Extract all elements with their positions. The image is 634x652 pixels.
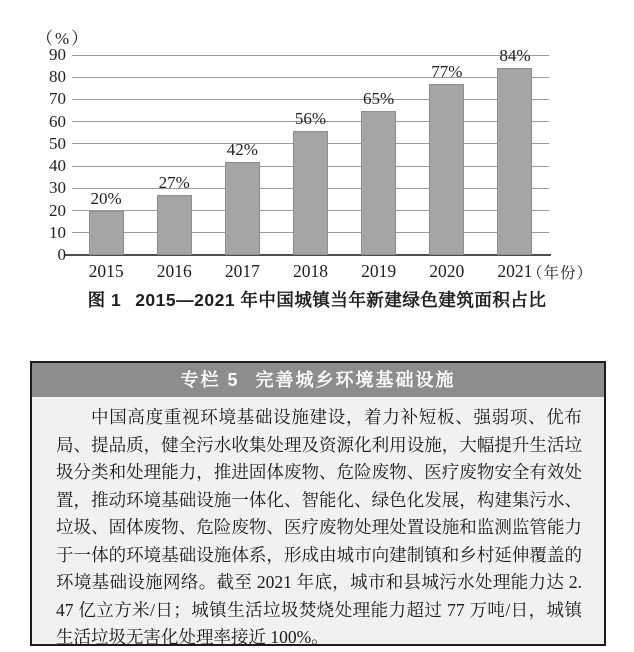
bar-2016 <box>157 195 192 255</box>
bar-value-label-2016: 27% <box>158 173 190 192</box>
y-axis-unit-label: （%） <box>36 29 91 48</box>
bar-value-label-2021: 84% <box>499 46 531 66</box>
green-building-bar-chart <box>0 0 634 282</box>
panel-body-text: 中国高度重视环境基础设施建设，着力补短板、强弱项、优布局、提品质，健全污水收集处理及资源化利用设施，大幅提升生活垃圾分类和处理能力，推进固体废物、危险废物、医疗废物安全有效处置，推动环境基础设施一体化、智能化、绿色化发展，构建集污水、垃圾、固体废物、危险废物、医疗废物处理处置设施和监测监管能力于一体的环境基础设施体系，形成由城市向建制镇和乡村延伸覆盖的环境基础设施网络。截至 2021 年底，城市和县城污水处理能力达 2. 47 亿立方米/日；城镇生活垃圾焚烧处理能力超过 77 万吨/日，城镇生活垃圾无害化处理率接近 100%。 <box>56 407 582 647</box>
panel-header-label: 专栏 5 <box>180 370 240 390</box>
bar-2018 <box>293 131 328 255</box>
bar-2021 <box>497 68 532 255</box>
chart-plot-area <box>49 45 549 281</box>
bar-2020 <box>429 84 464 255</box>
bar-value-label-2019: 65% <box>363 88 395 108</box>
y-tick-label-10: 10 <box>49 222 66 242</box>
y-tick-label-70: 70 <box>49 89 66 109</box>
x-tick-label-2015: 2015 <box>88 261 124 281</box>
bar-value-label-2020: 77% <box>431 61 463 81</box>
panel-body <box>32 397 604 652</box>
bar-value-label-2015: 20% <box>90 188 122 208</box>
y-tick-label-40: 40 <box>49 156 66 176</box>
gridline-70 <box>72 99 549 100</box>
bar-value-label-2017: 42% <box>226 139 258 159</box>
figure-caption-label: 图 1 <box>87 290 122 310</box>
bar-2017 <box>225 162 260 255</box>
panel-header-title: 完善城乡环境基础设施 <box>255 370 456 390</box>
y-tick-label-30: 30 <box>49 178 66 198</box>
x-axis-unit-label: （年份） <box>527 265 594 282</box>
column-panel <box>30 361 606 646</box>
gridline-90 <box>72 55 549 56</box>
x-tick-label-2021: 2021 <box>497 261 533 281</box>
figure-caption-title: 2015—2021 年中国城镇当年新建绿色建筑面积占比 <box>135 290 547 310</box>
y-tick-label-80: 80 <box>49 67 66 87</box>
y-tick-label-0: 0 <box>57 245 66 264</box>
bar-value-label-2018: 56% <box>294 108 327 128</box>
x-tick-label-2018: 2018 <box>293 261 328 281</box>
bar-2019 <box>361 111 396 255</box>
x-tick-label-2017: 2017 <box>224 261 260 281</box>
y-tick-label-20: 20 <box>49 200 66 220</box>
figure-caption <box>0 287 634 312</box>
x-tick-label-2020: 2020 <box>429 261 465 281</box>
y-tick-label-60: 60 <box>49 111 66 131</box>
y-tick-label-50: 50 <box>49 133 66 153</box>
y-tick-label-90: 90 <box>49 45 66 64</box>
bar-2015 <box>89 211 124 255</box>
x-tick-label-2016: 2016 <box>156 261 192 281</box>
panel-header <box>32 363 604 397</box>
x-tick-label-2019: 2019 <box>361 261 397 281</box>
